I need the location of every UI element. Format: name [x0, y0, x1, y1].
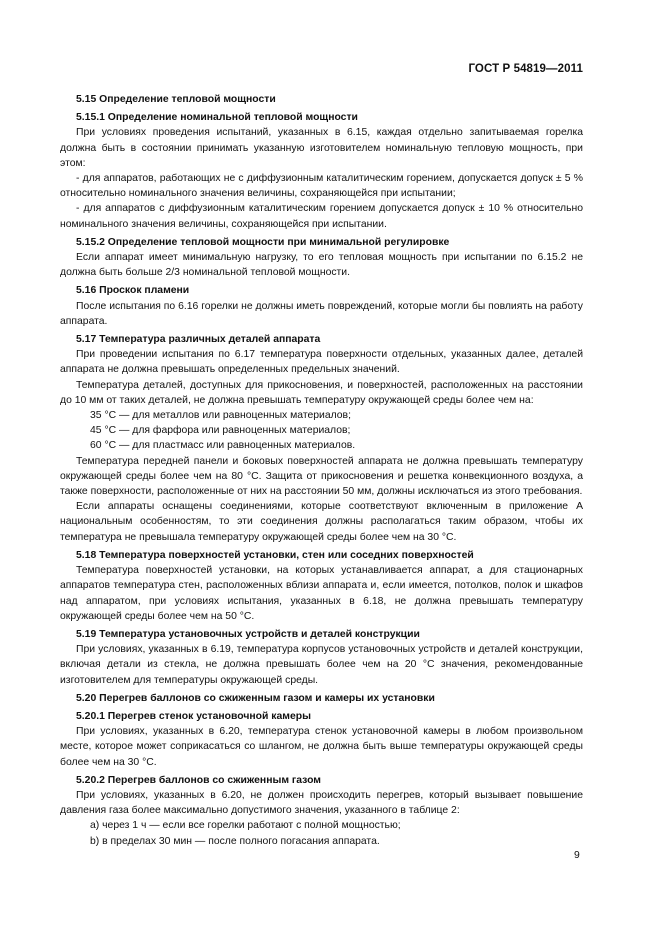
paragraph: Температура передней панели и боковых поверхностей аппарата не должна превышать температуру окружающей среды более чем на 80 °С. Защита от прикосновения и решетка конвекционного воздуха, а также поверхности, расположенные от них на расстоянии 50 мм, должны исключаться из этого требования.	[60, 455, 583, 498]
list-item: а) через 1 ч — если все горелки работают с полной мощностью;	[90, 820, 401, 832]
paragraph: При проведении испытания по 6.17 температура поверхности отдельных, указанных далее, деталей аппарата не должна превышать определенных предельных значений.	[60, 349, 583, 376]
paragraph: - для аппаратов, работающих не с диффузионным каталитическим горением, допускается допуск ± 5 % относительно номинального значения величины, сохраняющейся при испытании;	[60, 173, 583, 200]
document-body	[60, 92, 583, 849]
paragraph: После испытания по 6.16 горелки не должны иметь повреждений, которые могли бы повлиять на работу аппарата.	[60, 300, 583, 327]
paragraph: При условиях, указанных в 6.19, температура корпусов установочных устройств и деталей конструкции, включая детали из стекла, не должна превышать более чем на 20 °С значения, рекомендованные изготовителем для температуры окружающей среды.	[60, 644, 583, 686]
section-heading: 5.15 Определение тепловой мощности	[76, 94, 276, 105]
paragraph: При условиях, указанных в 6.20, не должен происходить перегрев, который вызывает повышение давления газа более максимально допустимого значения, указанного в таблице 2:	[60, 789, 583, 817]
subsection-heading: 5.15.2 Определение тепловой мощности при минимальной регулировке	[76, 236, 450, 248]
section-heading: 5.20 Перегрев баллонов со сжиженным газом и камеры их установки	[76, 692, 435, 704]
list-item: 60 °С — для пластмасс или равноценных материалов.	[90, 440, 356, 452]
paragraph: Температура деталей, доступных для прикосновения, и поверхностей, расположенных на расстоянии до 10 мм от таких деталей, не должна превышать температуру окружающей среды более чем на:	[60, 379, 583, 406]
section-heading: 5.17 Температура различных деталей аппарата	[76, 334, 321, 346]
subsection-heading: 5.20.2 Перегрев баллонов со сжиженным газом	[76, 774, 321, 786]
subsection-heading: 5.15.1 Определение номинальной тепловой мощности	[76, 112, 358, 124]
page-number: 9	[574, 850, 580, 861]
paragraph: - для аппаратов с диффузионным каталитическим горением допускается допуск ± 10 % относительно номинального значения величины, сохраняющейся при испытании.	[60, 203, 583, 230]
paragraph: Если аппарат имеет минимальную нагрузку, то его тепловая мощность при испытании по 6.15.2 не должна быть больше 2/3 номинальной тепловой мощности.	[60, 252, 583, 279]
section-heading: 5.16 Проскок пламени	[76, 285, 190, 297]
paragraph: Температура поверхностей установки, на которых устанавливается аппарат, а для стационарных аппаратов температура стен, расположенных вблизи аппарата и, если имеется, потолков, полок и шкафов над аппаратом, при условиях испытания, указанных в 6.18, не должна превышать температуру окружающей среды более чем на 50 °С.	[60, 565, 583, 622]
paragraph: При условиях, указанных в 6.20, температура стенок установочной камеры в любом произвольном месте, которое может соприкасаться со шлангом, не должна быть выше температуры окружающей среды более чем на 30 °С.	[60, 726, 583, 768]
paragraph: При условиях проведения испытаний, указанных в 6.15, каждая отдельно запитываемая горелка должна быть в состоянии принимать указанную изготовителем номинальную тепловую мощность, при этом:	[60, 127, 583, 169]
standard-designation: ГОСТ Р 54819—2011	[468, 63, 583, 75]
list-item: b) в пределах 30 мин — после полного погасания аппарата.	[90, 835, 380, 847]
section-heading: 5.18 Температура поверхностей установки, стен или соседних поверхностей	[76, 549, 474, 561]
list-item: 45 °С — для фарфора или равноценных материалов;	[90, 425, 351, 437]
section-heading: 5.19 Температура установочных устройств и деталей конструкции	[76, 628, 420, 640]
list-item: 35 °С — для металлов или равноценных материалов;	[90, 410, 351, 422]
subsection-heading: 5.20.1 Перегрев стенок установочной камеры	[76, 710, 311, 722]
paragraph: Если аппараты оснащены соединениями, которые соответствуют включенным в приложение А национальным особенностям, то эти соединения должны располагаться таким образом, чтобы их температура не превышала температуру окружающей среды более чем на 30 °С.	[60, 501, 583, 543]
